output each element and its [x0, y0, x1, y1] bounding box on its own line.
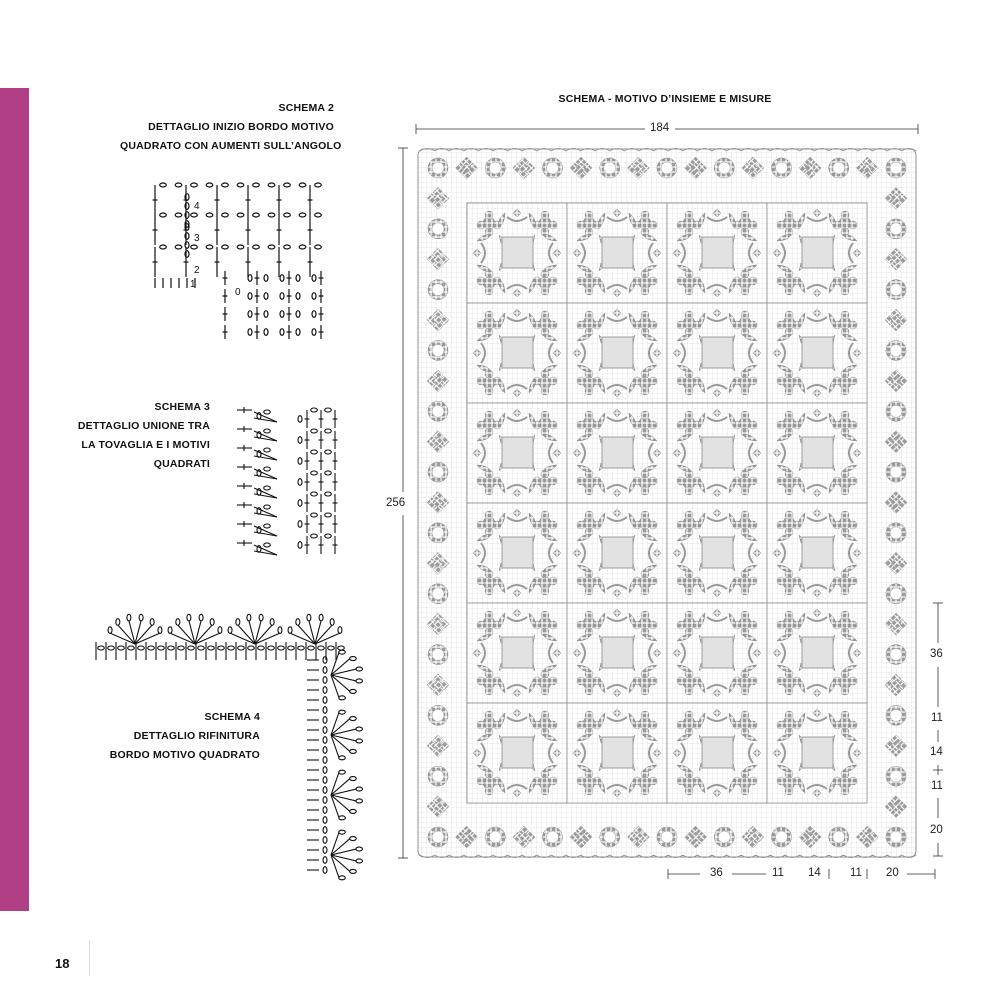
- schema2-row-number: 3: [194, 233, 200, 244]
- border-ring-center: [890, 770, 902, 782]
- square-motif: [467, 303, 567, 403]
- square-motif: [467, 503, 567, 603]
- square-motif: [667, 303, 767, 403]
- square-motif: [467, 603, 567, 703]
- border-ring-center: [489, 162, 501, 174]
- border-ring-center: [432, 709, 444, 721]
- schema2-line: QUADRATO CON AUMENTI SULL’ANGOLO: [120, 140, 342, 152]
- width-dimension-label: 184: [650, 122, 670, 134]
- square-motif: [667, 703, 767, 803]
- border-ring-center: [718, 162, 730, 174]
- square-motif: [567, 203, 667, 303]
- border-ring-center: [833, 162, 845, 174]
- border-ring-center: [432, 284, 444, 296]
- border-ring-center: [432, 405, 444, 417]
- schema2-line: DETTAGLIO INIZIO BORDO MOTIVO: [148, 121, 334, 133]
- border-ring-center: [890, 344, 902, 356]
- border-ring-center: [489, 831, 501, 843]
- square-motif: [767, 403, 867, 503]
- border-ring-center: [432, 223, 444, 235]
- border-ring-center: [661, 831, 673, 843]
- schema2-title: SCHEMA 2: [278, 102, 334, 114]
- border-ring-center: [890, 527, 902, 539]
- page-number: 18: [55, 956, 70, 971]
- square-motif: [767, 703, 867, 803]
- square-motif: [767, 303, 867, 403]
- bottom-dimension-label: 14: [808, 867, 821, 879]
- border-ring-center: [432, 344, 444, 356]
- schema2-row-number: 1: [190, 279, 196, 290]
- schema4-line: BORDO MOTIVO QUADRATO: [109, 749, 260, 761]
- border-ring-center: [432, 162, 444, 174]
- right-dimension-label: 14: [930, 746, 943, 758]
- border-ring-center: [432, 527, 444, 539]
- border-ring-center: [890, 466, 902, 478]
- height-dimension-label: 256: [386, 497, 406, 509]
- square-motif: [467, 203, 567, 303]
- square-motif: [467, 703, 567, 803]
- square-motif: [667, 403, 767, 503]
- bottom-dimension-label: 36: [710, 867, 723, 879]
- bottom-dimension-label: 11: [850, 867, 862, 879]
- square-motif: [567, 503, 667, 603]
- schema2-row-number: 2: [194, 265, 200, 276]
- border-ring-center: [547, 162, 559, 174]
- square-motif: [667, 603, 767, 703]
- border-ring-center: [776, 831, 788, 843]
- right-dimension-label: 11: [931, 780, 943, 792]
- border-ring-center: [547, 831, 559, 843]
- schema2-row-number: 0: [235, 287, 241, 298]
- border-ring-center: [604, 831, 616, 843]
- square-motif: [567, 703, 667, 803]
- border-ring-center: [890, 405, 902, 417]
- border-ring-center: [890, 162, 902, 174]
- border-ring-center: [890, 831, 902, 843]
- border-ring-center: [604, 162, 616, 174]
- right-dimension-label: 36: [930, 648, 943, 660]
- border-ring-center: [718, 831, 730, 843]
- square-motif: [667, 503, 767, 603]
- schema3-line: DETTAGLIO UNIONE TRA: [77, 420, 210, 432]
- border-ring-center: [432, 588, 444, 600]
- square-motif: [567, 403, 667, 503]
- schema2-row-number: 4: [194, 201, 200, 212]
- border-ring-center: [432, 770, 444, 782]
- border-ring-center: [890, 223, 902, 235]
- square-motif: [667, 203, 767, 303]
- schema4-title: SCHEMA 4: [204, 711, 260, 723]
- schema3-line: QUADRATI: [153, 458, 210, 470]
- square-motif: [767, 603, 867, 703]
- border-ring-center: [890, 284, 902, 296]
- border-ring-center: [776, 162, 788, 174]
- square-motif: [767, 503, 867, 603]
- square-motif: [767, 203, 867, 303]
- main-schema-title: SCHEMA - MOTIVO D’INSIEME E MISURE: [558, 93, 772, 105]
- square-motif: [467, 403, 567, 503]
- right-dimension-label: 20: [930, 824, 943, 836]
- border-ring-center: [432, 649, 444, 661]
- border-ring-center: [890, 649, 902, 661]
- bottom-dimension-label: 11: [772, 867, 784, 879]
- border-ring-center: [890, 709, 902, 721]
- border-ring-center: [432, 831, 444, 843]
- bottom-dimension-label: 20: [886, 867, 899, 879]
- border-ring-center: [890, 588, 902, 600]
- schema4-line: DETTAGLIO RIFINITURA: [133, 730, 260, 742]
- schema3-line: LA TOVAGLIA E I MOTIVI: [81, 439, 210, 451]
- border-ring-center: [432, 466, 444, 478]
- tablecloth-pattern-diagram: [416, 147, 918, 859]
- border-ring-center: [661, 162, 673, 174]
- square-motif: [567, 603, 667, 703]
- schema3-title: SCHEMA 3: [154, 401, 210, 413]
- border-ring-center: [833, 831, 845, 843]
- right-dimension-label: 11: [931, 712, 943, 724]
- square-motif: [567, 303, 667, 403]
